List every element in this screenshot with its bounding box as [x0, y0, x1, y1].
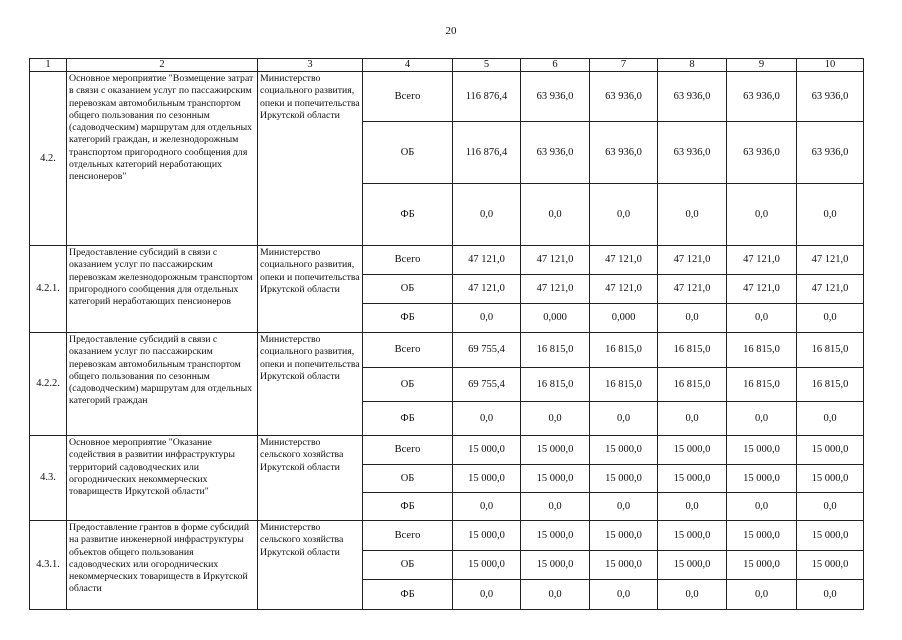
amount-cell: 47 121,0 [590, 246, 658, 275]
amount-cell: 0,0 [453, 402, 521, 436]
funding-source: ФБ [363, 184, 453, 246]
funding-source: ОБ [363, 368, 453, 402]
amount-cell: 47 121,0 [453, 275, 521, 304]
column-header: 5 [453, 59, 521, 72]
funding-source: ФБ [363, 402, 453, 436]
amount-cell: 16 815,0 [658, 333, 727, 368]
amount-cell: 0,000 [521, 304, 590, 333]
amount-cell: 15 000,0 [453, 465, 521, 493]
item-executor: Министерство социального развития, опеки и попечительства Иркутской области [258, 72, 363, 246]
table-row [30, 333, 864, 368]
amount-cell: 63 936,0 [590, 122, 658, 184]
amount-cell: 15 000,0 [658, 436, 727, 465]
amount-cell: 15 000,0 [797, 551, 864, 580]
budget-table [29, 58, 864, 610]
amount-cell: 47 121,0 [797, 275, 864, 304]
amount-cell: 0,0 [658, 402, 727, 436]
amount-cell: 0,0 [797, 493, 864, 521]
amount-cell: 15 000,0 [453, 521, 521, 551]
amount-cell: 63 936,0 [658, 72, 727, 122]
item-code: 4.2.1. [30, 246, 67, 333]
amount-cell: 15 000,0 [797, 436, 864, 465]
amount-cell: 47 121,0 [521, 246, 590, 275]
item-name: Основное мероприятие "Возмещение затрат в связи с оказанием услуг по пассажирским перевозкам автомобильным транспортом общего пользования по сезонным (садоводческим) маршрутам для отдельных категорий граждан, и железнодорожным транспортом пригородного сообщения для отдельных категорий неработающих пенсионеров" [67, 72, 258, 246]
amount-cell: 0,0 [658, 580, 727, 610]
item-executor: Министерство социального развития, опеки и попечительства Иркутской области [258, 333, 363, 436]
amount-cell: 0,0 [727, 402, 797, 436]
amount-cell: 15 000,0 [521, 551, 590, 580]
item-executor: Министерство сельского хозяйства Иркутской области [258, 521, 363, 610]
amount-cell: 16 815,0 [658, 368, 727, 402]
amount-cell: 47 121,0 [727, 275, 797, 304]
column-header: 2 [67, 59, 258, 72]
amount-cell: 0,0 [797, 580, 864, 610]
amount-cell: 16 815,0 [590, 333, 658, 368]
amount-cell: 0,0 [521, 493, 590, 521]
amount-cell: 0,0 [797, 304, 864, 333]
funding-source: ФБ [363, 580, 453, 610]
amount-cell: 63 936,0 [521, 72, 590, 122]
funding-source: ОБ [363, 275, 453, 304]
amount-cell: 69 755,4 [453, 368, 521, 402]
amount-cell: 15 000,0 [590, 465, 658, 493]
table-row [30, 436, 864, 465]
amount-cell: 0,0 [453, 580, 521, 610]
table-row [30, 72, 864, 122]
amount-cell: 63 936,0 [797, 122, 864, 184]
funding-source: ОБ [363, 551, 453, 580]
amount-cell: 15 000,0 [453, 436, 521, 465]
amount-cell: 0,0 [727, 580, 797, 610]
amount-cell: 0,0 [521, 184, 590, 246]
amount-cell: 15 000,0 [590, 551, 658, 580]
amount-cell: 15 000,0 [521, 521, 590, 551]
amount-cell: 15 000,0 [521, 465, 590, 493]
amount-cell: 16 815,0 [727, 333, 797, 368]
item-name: Предоставление грантов в форме субсидий на развитие инженерной инфраструктуры объектов общего пользования садоводческих или огороднических некоммерческих товариществ в Иркутской области [67, 521, 258, 610]
amount-cell: 15 000,0 [727, 521, 797, 551]
amount-cell: 16 815,0 [797, 368, 864, 402]
amount-cell: 15 000,0 [590, 521, 658, 551]
funding-source: Всего [363, 333, 453, 368]
amount-cell: 0,0 [453, 184, 521, 246]
amount-cell: 0,0 [727, 304, 797, 333]
funding-source: ОБ [363, 465, 453, 493]
amount-cell: 15 000,0 [797, 521, 864, 551]
amount-cell: 15 000,0 [590, 436, 658, 465]
column-header: 8 [658, 59, 727, 72]
column-header: 4 [363, 59, 453, 72]
amount-cell: 116 876,4 [453, 122, 521, 184]
item-name: Предоставление субсидий в связи с оказанием услуг по пассажирским перевозкам автомобильным транспортом общего пользования по сезонным (садоводческим) маршрутам для отдельных категорий граждан [67, 333, 258, 436]
funding-source: ФБ [363, 304, 453, 333]
amount-cell: 0,0 [590, 493, 658, 521]
column-header: 10 [797, 59, 864, 72]
table-row [30, 246, 864, 275]
amount-cell: 15 000,0 [453, 551, 521, 580]
amount-cell: 63 936,0 [521, 122, 590, 184]
item-executor: Министерство социального развития, опеки и попечительства Иркутской области [258, 246, 363, 333]
amount-cell: 15 000,0 [727, 436, 797, 465]
column-header: 1 [30, 59, 67, 72]
amount-cell: 15 000,0 [658, 551, 727, 580]
amount-cell: 0,0 [658, 493, 727, 521]
amount-cell: 0,0 [590, 184, 658, 246]
item-code: 4.3. [30, 436, 67, 521]
amount-cell: 47 121,0 [727, 246, 797, 275]
amount-cell: 0,0 [521, 402, 590, 436]
column-header: 7 [590, 59, 658, 72]
amount-cell: 0,000 [590, 304, 658, 333]
funding-source: ФБ [363, 493, 453, 521]
amount-cell: 0,0 [453, 493, 521, 521]
amount-cell: 15 000,0 [797, 465, 864, 493]
amount-cell: 47 121,0 [797, 246, 864, 275]
item-name: Предоставление субсидий в связи с оказанием услуг по пассажирским перевозкам железнодорожным транспортом пригородного сообщения для отдельных категорий неработающих пенсионеров [67, 246, 258, 333]
amount-cell: 15 000,0 [727, 465, 797, 493]
amount-cell: 116 876,4 [453, 72, 521, 122]
amount-cell: 47 121,0 [658, 246, 727, 275]
funding-source: Всего [363, 521, 453, 551]
amount-cell: 16 815,0 [521, 368, 590, 402]
amount-cell: 63 936,0 [797, 72, 864, 122]
amount-cell: 63 936,0 [727, 72, 797, 122]
amount-cell: 0,0 [453, 304, 521, 333]
amount-cell: 47 121,0 [590, 275, 658, 304]
funding-source: Всего [363, 246, 453, 275]
amount-cell: 15 000,0 [658, 521, 727, 551]
amount-cell: 15 000,0 [658, 465, 727, 493]
amount-cell: 47 121,0 [453, 246, 521, 275]
amount-cell: 0,0 [727, 184, 797, 246]
item-code: 4.2.2. [30, 333, 67, 436]
amount-cell: 0,0 [727, 493, 797, 521]
column-header: 9 [727, 59, 797, 72]
amount-cell: 63 936,0 [590, 72, 658, 122]
amount-cell: 0,0 [590, 402, 658, 436]
item-code: 4.3.1. [30, 521, 67, 610]
amount-cell: 0,0 [521, 580, 590, 610]
amount-cell: 16 815,0 [521, 333, 590, 368]
item-name: Основное мероприятие "Оказание содействия в развитии инфраструктуры территорий садоводческих или огороднических некоммерческих товариществ Иркутской области" [67, 436, 258, 521]
funding-source: Всего [363, 436, 453, 465]
amount-cell: 16 815,0 [797, 333, 864, 368]
column-header: 6 [521, 59, 590, 72]
amount-cell: 63 936,0 [727, 122, 797, 184]
item-code: 4.2. [30, 72, 67, 246]
funding-source: ОБ [363, 122, 453, 184]
amount-cell: 47 121,0 [658, 275, 727, 304]
amount-cell: 16 815,0 [590, 368, 658, 402]
page-number: 20 [445, 25, 457, 37]
amount-cell: 47 121,0 [521, 275, 590, 304]
amount-cell: 15 000,0 [521, 436, 590, 465]
amount-cell: 0,0 [797, 402, 864, 436]
amount-cell: 16 815,0 [727, 368, 797, 402]
amount-cell: 0,0 [658, 184, 727, 246]
item-executor: Министерство сельского хозяйства Иркутской области [258, 436, 363, 521]
table-row [30, 521, 864, 551]
amount-cell: 0,0 [658, 304, 727, 333]
amount-cell: 63 936,0 [658, 122, 727, 184]
amount-cell: 15 000,0 [727, 551, 797, 580]
header-row [30, 59, 864, 72]
column-header: 3 [258, 59, 363, 72]
amount-cell: 0,0 [797, 184, 864, 246]
amount-cell: 69 755,4 [453, 333, 521, 368]
funding-source: Всего [363, 72, 453, 122]
amount-cell: 0,0 [590, 580, 658, 610]
